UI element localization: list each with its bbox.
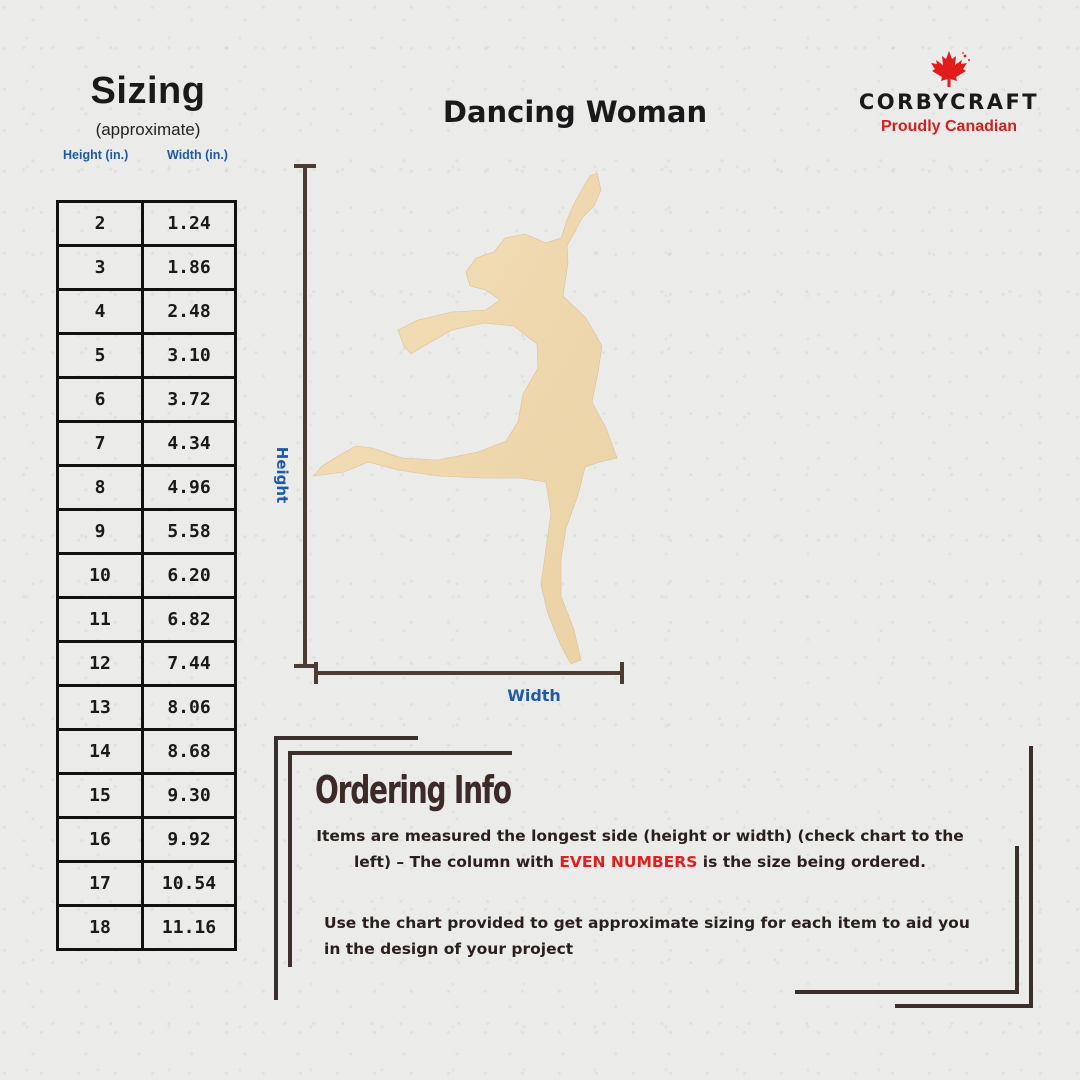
column-header-height: Height (in.) xyxy=(63,148,129,162)
table-row xyxy=(58,378,236,422)
height-cell: 6 xyxy=(58,378,143,422)
table-row xyxy=(58,422,236,466)
width-cell: 6.20 xyxy=(143,554,236,598)
height-cell: 4 xyxy=(58,290,143,334)
ordering-info-title: Ordering Info xyxy=(315,768,511,812)
even-numbers-highlight: EVEN NUMBERS xyxy=(559,853,698,871)
height-label: Height xyxy=(273,446,291,504)
height-cell: 12 xyxy=(58,642,143,686)
sizing-subtitle: (approximate) xyxy=(95,120,201,139)
frame-line-right-inner xyxy=(1015,846,1019,994)
height-cell: 7 xyxy=(58,422,143,466)
table-row xyxy=(58,774,236,818)
width-cell: 7.44 xyxy=(143,642,236,686)
brand-name: CORBYCRAFT xyxy=(858,90,1040,114)
width-cell: 6.82 xyxy=(143,598,236,642)
table-row xyxy=(58,510,236,554)
height-cell: 18 xyxy=(58,906,143,950)
frame-line-left-inner xyxy=(288,751,292,967)
width-cell: 1.86 xyxy=(143,246,236,290)
width-label: Width xyxy=(507,686,561,705)
height-cell: 5 xyxy=(58,334,143,378)
width-cell: 5.58 xyxy=(143,510,236,554)
height-cell: 11 xyxy=(58,598,143,642)
width-cell: 10.54 xyxy=(143,862,236,906)
table-row xyxy=(58,334,236,378)
frame-line-right xyxy=(1029,746,1033,1008)
dancer-silhouette xyxy=(300,165,630,670)
table-row xyxy=(58,290,236,334)
frame-line-bottom-outer xyxy=(895,1004,1033,1008)
ordering-p1-start: Items are measured the longest side (height or width) (check chart to the left) – The column with xyxy=(316,827,964,871)
table-row xyxy=(58,202,236,246)
width-cell: 2.48 xyxy=(143,290,236,334)
width-cell: 11.16 xyxy=(143,906,236,950)
width-cell: 4.34 xyxy=(143,422,236,466)
height-cell: 13 xyxy=(58,686,143,730)
ordering-info-paragraph-1 xyxy=(315,823,965,875)
height-cell: 9 xyxy=(58,510,143,554)
sizing-title: Sizing xyxy=(90,70,206,112)
width-cell: 3.10 xyxy=(143,334,236,378)
height-cell: 17 xyxy=(58,862,143,906)
height-cell: 3 xyxy=(58,246,143,290)
maple-leaf-icon xyxy=(925,50,973,88)
height-cell: 15 xyxy=(58,774,143,818)
width-cell: 9.30 xyxy=(143,774,236,818)
width-cell: 3.72 xyxy=(143,378,236,422)
width-cell: 9.92 xyxy=(143,818,236,862)
sizing-table xyxy=(56,200,237,951)
table-row xyxy=(58,818,236,862)
table-row xyxy=(58,862,236,906)
table-row xyxy=(58,642,236,686)
width-cell: 4.96 xyxy=(143,466,236,510)
ordering-info-paragraph-2: Use the chart provided to get approximate sizing for each item to aid you in the design of your project xyxy=(324,914,970,958)
height-cell: 8 xyxy=(58,466,143,510)
ordering-p1-end: is the size being ordered. xyxy=(697,853,927,871)
table-row xyxy=(58,906,236,950)
width-cell: 1.24 xyxy=(143,202,236,246)
height-cell: 2 xyxy=(58,202,143,246)
table-row xyxy=(58,246,236,290)
table-row xyxy=(58,686,236,730)
width-dimension-line xyxy=(316,671,624,675)
column-header-width: Width (in.) xyxy=(167,148,228,162)
frame-line-left xyxy=(274,736,278,1000)
width-cell: 8.06 xyxy=(143,686,236,730)
frame-line-bottom-inner xyxy=(795,990,1019,994)
brand-tagline: Proudly Canadian xyxy=(880,118,1018,135)
table-row xyxy=(58,598,236,642)
table-row xyxy=(58,466,236,510)
width-cell: 8.68 xyxy=(143,730,236,774)
table-row xyxy=(58,730,236,774)
height-cell: 14 xyxy=(58,730,143,774)
brand-logo xyxy=(846,50,1052,136)
frame-line-top-outer xyxy=(274,736,418,740)
height-cell: 16 xyxy=(58,818,143,862)
product-title: Dancing Woman xyxy=(442,95,708,129)
table-row xyxy=(58,554,236,598)
frame-line-top-inner xyxy=(288,751,512,755)
height-cell: 10 xyxy=(58,554,143,598)
